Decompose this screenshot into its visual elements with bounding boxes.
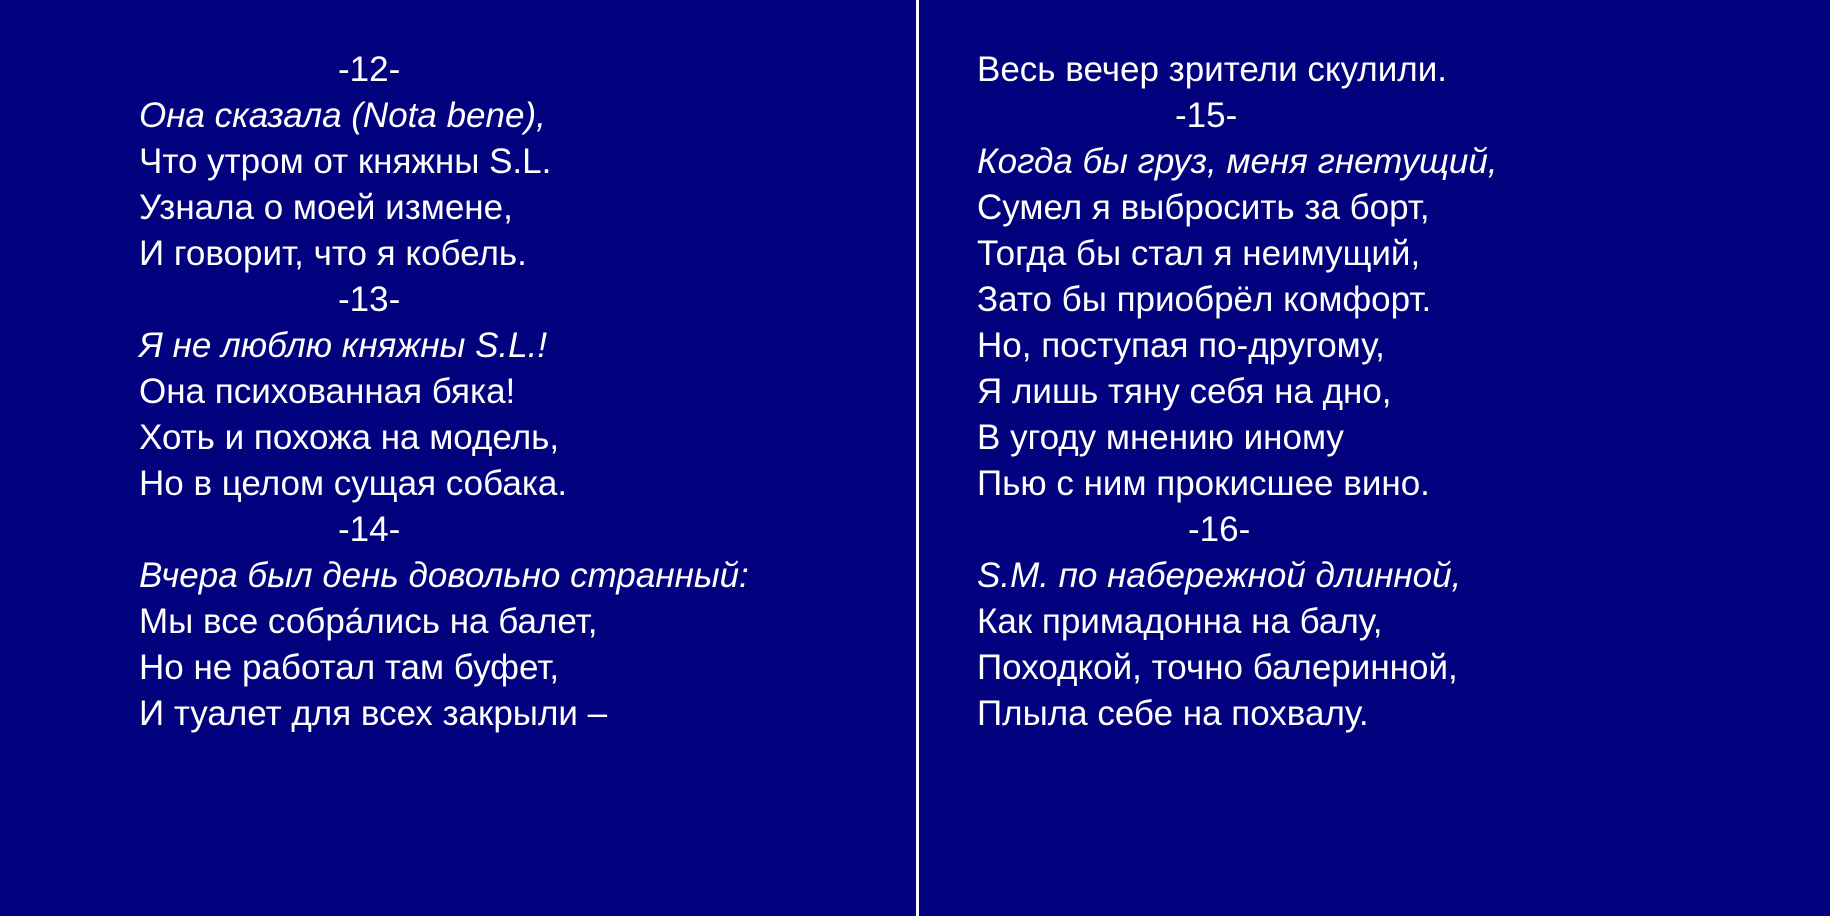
stanza-15-line-7: В угоду мнению иному — [977, 418, 1344, 457]
stanza-16-line-2: Как примадонна на балу, — [977, 602, 1383, 641]
stanza-12-line-2: Что утром от княжны S.L. — [139, 142, 552, 181]
stanza-15-line-2: Сумел я выбросить за борт, — [977, 188, 1430, 227]
stanza-15-line-3: Тогда бы стал я неимущий, — [977, 234, 1421, 273]
stanza-15-line-6: Я лишь тяну себя на дно, — [977, 372, 1392, 411]
stanza-15-line-5: Но, поступая по-другому, — [977, 326, 1385, 365]
stanza-14-line-3: Но не работал там буфет, — [139, 648, 560, 687]
stanza-15-line-4: Зато бы приобрёл комфорт. — [977, 280, 1432, 319]
stanza-13-line-1: Я не люблю княжны S.L.! — [139, 326, 548, 365]
stanza-14-line-4: И туалет для всех закрыли – — [139, 694, 608, 733]
stanza-16-line-1: S.M. по набережной длинной, — [977, 556, 1462, 595]
right-column — [977, 47, 1830, 737]
stanza-12-line-3: Узнала о моей измене, — [139, 188, 513, 227]
stanza-16-line-3: Походкой, точно балеринной, — [977, 648, 1458, 687]
stanza-15-line-1: Когда бы груз, меня гнетущий, — [977, 142, 1498, 181]
stanza-16-line-4: Плыла себе на похвалу. — [977, 694, 1369, 733]
stanza-13-line-3: Хоть и похожа на модель, — [139, 418, 560, 457]
stanza-14-line-1: Вчера был день довольно странный: — [139, 556, 749, 595]
stanza-14-line-2: Мы все собра́лись на балет, — [139, 602, 598, 641]
stanza-number-14: -14- — [338, 510, 401, 549]
stanza-12-line-4: И говорит, что я кобель. — [139, 234, 527, 273]
left-column — [139, 47, 1019, 737]
stanza-number-12: -12- — [338, 50, 401, 89]
stanza-12-line-1: Она сказала (Nota bene), — [139, 96, 546, 135]
stanza-14-line-5: Весь вечер зрители скулили. — [977, 50, 1447, 89]
stanza-number-13: -13- — [338, 280, 401, 319]
stanza-number-15: -15- — [1175, 96, 1238, 135]
column-divider — [916, 0, 919, 916]
stanza-13-line-4: Но в целом сущая собака. — [139, 464, 568, 503]
stanza-number-16: -16- — [1188, 510, 1251, 549]
stanza-13-line-2: Она психованная бяка! — [139, 372, 516, 411]
stanza-15-line-8: Пью с ним прокисшее вино. — [977, 464, 1430, 503]
